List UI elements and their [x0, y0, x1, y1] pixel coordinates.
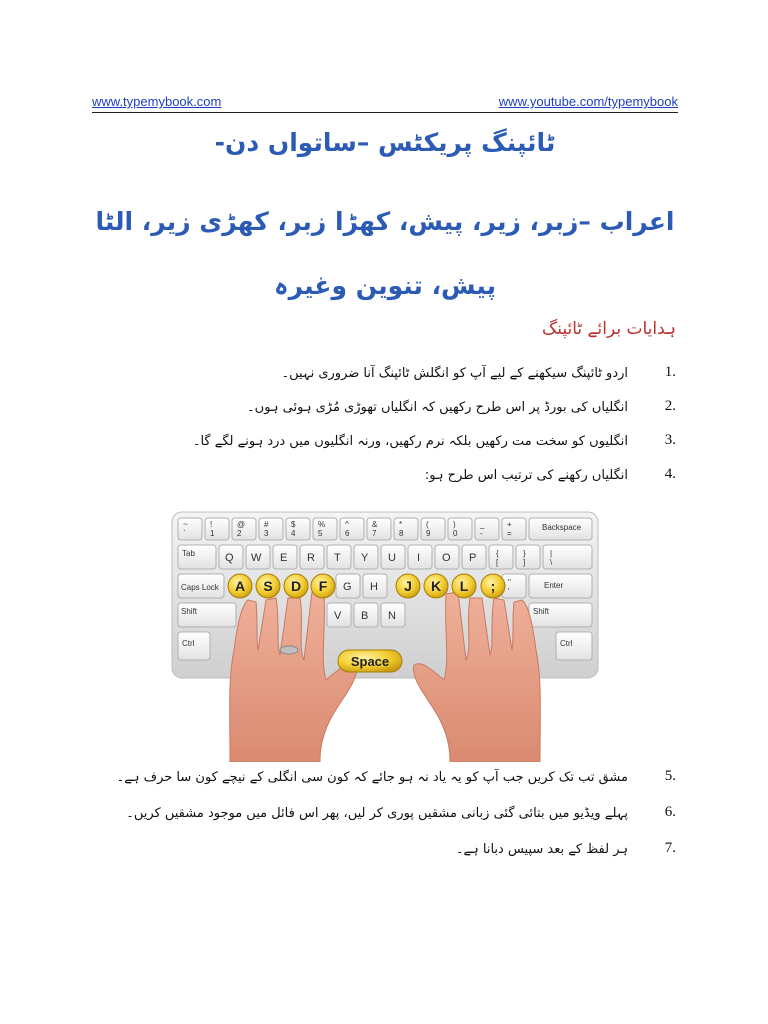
keyboard-hands-illustration — [170, 510, 600, 762]
item-number: 1. — [664, 364, 676, 380]
svg-text:R: R — [307, 552, 315, 564]
svg-text:#3: # 3 — [264, 520, 269, 538]
svg-text:Ctrl: Ctrl — [182, 639, 195, 648]
item-text: ہر لفظ کے بعد سپیس دبانا ہے۔ — [455, 842, 628, 857]
item-number: 5. — [664, 768, 676, 784]
space-key: Space — [350, 654, 390, 669]
svg-text:)0: ) 0 — [453, 520, 458, 538]
list-item — [90, 466, 676, 490]
item-text: انگلیاں رکھنے کی ترتیب اس طرح ہو: — [424, 468, 628, 483]
svg-text:%5: % 5 — [318, 520, 326, 538]
svg-text:+=: + = — [507, 520, 512, 538]
svg-text:^6: ^ 6 — [345, 520, 350, 538]
key-d: D — [290, 578, 302, 594]
svg-text:N: N — [388, 610, 396, 622]
svg-text:T: T — [334, 552, 341, 564]
key-s: S — [263, 578, 273, 594]
svg-text:G: G — [343, 581, 352, 593]
qwerty-row — [178, 545, 592, 569]
list-item — [90, 432, 676, 456]
item-text: پہلے ویڈیو میں بتائی گئی زبانی مشقیں پوری کر لیں، پھر اس فائل میں موجود مشقیں کریں۔ — [126, 806, 628, 821]
svg-text:U: U — [388, 552, 396, 564]
svg-text:Q: Q — [225, 552, 234, 564]
svg-text:B: B — [361, 610, 369, 622]
key-f: F — [318, 578, 328, 594]
svg-text:Tab: Tab — [182, 549, 195, 558]
svg-text:W: W — [251, 552, 262, 564]
svg-text:Shift: Shift — [181, 607, 198, 616]
key-a: A — [234, 578, 246, 594]
list-item — [90, 840, 676, 864]
svg-text:|\: | \ — [550, 549, 553, 567]
svg-text:!1: ! 1 — [210, 520, 215, 538]
section-heading: ہدایات برائے ٹائپنگ — [542, 319, 676, 339]
item-number: 2. — [664, 398, 676, 414]
item-text: انگلیاں کی بورڈ پر اس طرح رکھیں کہ انگلیاں تھوڑی مُڑی ہوئی ہوں۔ — [247, 400, 628, 415]
backspace-key: Backspace — [542, 523, 582, 532]
list-item — [90, 804, 676, 828]
ring-icon — [280, 646, 298, 654]
svg-text:Enter: Enter — [544, 581, 564, 590]
svg-text:@2: @ 2 — [237, 520, 246, 538]
svg-text:P: P — [469, 552, 477, 564]
list-item — [90, 768, 676, 792]
item-text: اردو ٹائپنگ سیکھنے کے لیے آپ کو انگلش ٹائپنگ آنا ضروری نہیں۔ — [281, 366, 628, 381]
item-text: مشق تب تک کریں جب آپ کو یہ یاد نہ ہو جائے کہ کون سی انگلی کے نیچے کون سا حرف ہے۔ — [116, 770, 628, 785]
svg-text:Y: Y — [361, 552, 369, 564]
svg-text:~`: ~ ` — [183, 520, 188, 538]
page-subtitle: اعراب –زبر، زیر، پیش، کھڑا زبر، کھڑی زیر، الٹا پیش، تنوین وغیرہ — [95, 207, 675, 300]
svg-text:_-: _ - — [480, 520, 485, 538]
svg-text:V: V — [334, 610, 342, 622]
svg-text:&7: & 7 — [372, 520, 378, 538]
svg-text:}]: } ] — [523, 549, 526, 567]
item-number: 7. — [664, 840, 676, 856]
key-semicolon: ; — [490, 578, 496, 594]
item-text: انگلیوں کو سخت مت رکھیں بلکہ نرم رکھیں، ورنہ انگلیوں میں درد ہونے لگے گا۔ — [192, 434, 628, 449]
page-header — [92, 94, 678, 113]
list-item — [90, 364, 676, 388]
svg-text:I: I — [417, 552, 421, 564]
number-row — [178, 518, 592, 540]
youtube-link[interactable]: www.youtube.com/typemybook — [498, 94, 678, 109]
svg-text:Caps Lock: Caps Lock — [181, 583, 219, 592]
svg-text:H: H — [370, 581, 378, 593]
item-number: 4. — [664, 466, 676, 482]
website-link[interactable]: www.typemybook.com — [92, 94, 222, 109]
key-l: L — [459, 578, 469, 594]
key-k: K — [430, 578, 442, 594]
item-number: 6. — [664, 804, 676, 820]
svg-text:Shift: Shift — [533, 607, 550, 616]
svg-text:(9: ( 9 — [426, 520, 431, 538]
page-title: ٹائپنگ پریکٹس –ساتواں دن- — [214, 128, 556, 157]
svg-text:Ctrl: Ctrl — [560, 639, 573, 648]
svg-text:*8: * 8 — [399, 520, 404, 538]
item-number: 3. — [664, 432, 676, 448]
key-j: J — [404, 578, 412, 594]
svg-text:"': " ' — [508, 578, 511, 596]
list-item — [90, 398, 676, 422]
svg-text:O: O — [442, 552, 451, 564]
svg-text:$4: $ 4 — [291, 520, 296, 538]
svg-text:{[: { [ — [496, 549, 499, 567]
svg-text:E: E — [280, 552, 288, 564]
